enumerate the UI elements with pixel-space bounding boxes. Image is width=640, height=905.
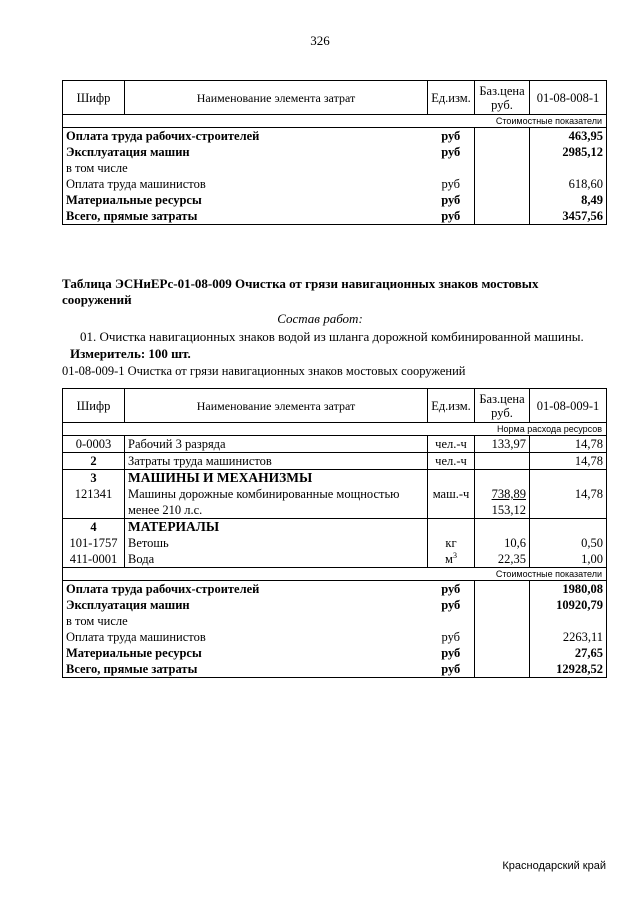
meter-label: Измеритель: 100 шт. bbox=[70, 346, 191, 361]
row-name: Оплата труда рабочих-строителей bbox=[63, 581, 428, 598]
row-code: 2 bbox=[63, 453, 125, 470]
row-unit bbox=[428, 551, 475, 568]
table-row bbox=[63, 535, 607, 551]
table-row bbox=[63, 581, 607, 598]
table-row bbox=[63, 645, 607, 661]
row-unit: чел.-ч bbox=[428, 436, 475, 453]
page-number: 326 bbox=[310, 33, 330, 48]
table-row bbox=[63, 613, 607, 629]
table-01-08-009-1 bbox=[62, 388, 607, 678]
table-row bbox=[63, 519, 607, 536]
table-01-08-008-1 bbox=[62, 80, 607, 225]
row-unit: чел.-ч bbox=[428, 453, 475, 470]
row-code: 101-1757 bbox=[63, 535, 125, 551]
row-value: 1,00 bbox=[530, 551, 607, 568]
row-code: 121341 bbox=[63, 486, 125, 519]
row-unit: руб bbox=[441, 193, 461, 207]
header-name: Наименование элемента затрат bbox=[125, 389, 428, 423]
row-unit: руб bbox=[441, 129, 461, 143]
row-name: Материальные ресурсы bbox=[63, 192, 428, 208]
row-value: 1980,08 bbox=[530, 581, 607, 598]
header-code-column: 01-08-009-1 bbox=[530, 389, 607, 423]
row-name: Ветошь bbox=[125, 535, 428, 551]
header-base-price: Баз.цена руб. bbox=[475, 81, 530, 115]
row-name: в том числе bbox=[63, 160, 428, 176]
header-code: Шифр bbox=[63, 389, 125, 423]
header-code: Шифр bbox=[63, 81, 125, 115]
row-unit: руб bbox=[441, 598, 461, 612]
table-title: Таблица ЭСНиЕРс-01-08-009 Очистка от грязи навигационных знаков мостовых сооружений bbox=[62, 276, 539, 307]
table-row bbox=[63, 661, 607, 678]
table-row bbox=[63, 160, 607, 176]
table-row bbox=[63, 128, 607, 145]
row-value: 14,78 bbox=[530, 486, 607, 519]
table-row bbox=[63, 629, 607, 645]
header-unit: Ед.изм. bbox=[428, 389, 475, 423]
row-price-secondary: 153,12 bbox=[491, 503, 526, 517]
header-name: Наименование элемента затрат bbox=[125, 81, 428, 115]
row-name: Оплата труда рабочих-строителей bbox=[63, 128, 428, 145]
row-value: 27,65 bbox=[530, 645, 607, 661]
row-code: 0-0003 bbox=[63, 436, 125, 453]
row-price: 738,89 bbox=[491, 487, 526, 501]
row-name: Вода bbox=[125, 551, 428, 568]
row-name: Оплата труда машинистов bbox=[63, 176, 428, 192]
row-unit: руб bbox=[441, 630, 461, 644]
composition-label: Состав работ: bbox=[277, 311, 363, 326]
row-value: 2985,12 bbox=[530, 144, 607, 160]
row-unit: руб bbox=[441, 177, 461, 191]
section-heading: МАТЕРИАЛЫ bbox=[125, 519, 428, 536]
row-value: 8,49 bbox=[530, 192, 607, 208]
row-value: 2263,11 bbox=[530, 629, 607, 645]
row-value: 618,60 bbox=[530, 176, 607, 192]
table-row bbox=[63, 470, 607, 487]
resource-label: Норма расхода ресурсов bbox=[63, 423, 607, 436]
row-unit: руб bbox=[428, 208, 475, 225]
table-row bbox=[63, 597, 607, 613]
table-row bbox=[63, 551, 607, 568]
section-label: Стоимостные показатели bbox=[63, 568, 607, 581]
row-unit: руб bbox=[441, 646, 461, 660]
row-unit: руб bbox=[441, 145, 461, 159]
unit-exponent: 3 bbox=[452, 551, 457, 560]
row-value: 14,78 bbox=[530, 453, 607, 470]
row-value: 12928,52 bbox=[530, 661, 607, 678]
row-code: 4 bbox=[63, 519, 125, 536]
row-price: 22,35 bbox=[475, 551, 530, 568]
row-name: Затраты труда машинистов bbox=[125, 453, 428, 470]
row-code: 3 bbox=[63, 470, 125, 487]
table-row bbox=[63, 436, 607, 453]
row-price: 10,6 bbox=[475, 535, 530, 551]
row-value: 463,95 bbox=[530, 128, 607, 145]
section-heading: МАШИНЫ И МЕХАНИЗМЫ bbox=[125, 470, 428, 487]
row-name: Рабочий 3 разряда bbox=[125, 436, 428, 453]
table-row bbox=[63, 176, 607, 192]
row-name: Материальные ресурсы bbox=[63, 645, 428, 661]
table-row bbox=[63, 453, 607, 470]
row-unit: маш.-ч bbox=[428, 486, 475, 519]
row-name: Всего, прямые затраты bbox=[63, 661, 428, 678]
work-item: 01. Очистка навигационных знаков водой из шланга дорожной комбинированной машины. bbox=[80, 329, 584, 344]
header-base-price: Баз.цена руб. bbox=[475, 389, 530, 423]
row-unit: кг bbox=[428, 535, 475, 551]
row-name: Эксплуатация машин bbox=[63, 144, 428, 160]
header-unit: Ед.изм. bbox=[428, 81, 475, 115]
table-row bbox=[63, 208, 607, 225]
section-label: Стоимостные показатели bbox=[63, 115, 607, 128]
row-name: Машины дорожные комбинированные мощностью менее 210 л.с. bbox=[125, 486, 428, 519]
row-price: 133,97 bbox=[475, 436, 530, 453]
table-row bbox=[63, 192, 607, 208]
row-value: 3457,56 bbox=[530, 208, 607, 225]
code-line: 01-08-009-1 Очистка от грязи навигационных знаков мостовых сооружений bbox=[62, 364, 466, 378]
row-name: Оплата труда машинистов bbox=[63, 629, 428, 645]
table-row bbox=[63, 486, 607, 519]
table-row bbox=[63, 144, 607, 160]
row-unit: руб bbox=[441, 582, 461, 596]
row-value: 10920,79 bbox=[530, 597, 607, 613]
header-code-column: 01-08-008-1 bbox=[530, 81, 607, 115]
footer-region: Краснодарский край bbox=[502, 860, 606, 872]
row-name: Всего, прямые затраты bbox=[63, 208, 428, 225]
unit-base: м bbox=[445, 552, 453, 566]
row-name: Эксплуатация машин bbox=[63, 597, 428, 613]
row-unit: руб bbox=[428, 661, 475, 678]
row-code: 411-0001 bbox=[63, 551, 125, 568]
row-value: 0,50 bbox=[530, 535, 607, 551]
row-name: в том числе bbox=[63, 613, 428, 629]
row-value: 14,78 bbox=[530, 436, 607, 453]
